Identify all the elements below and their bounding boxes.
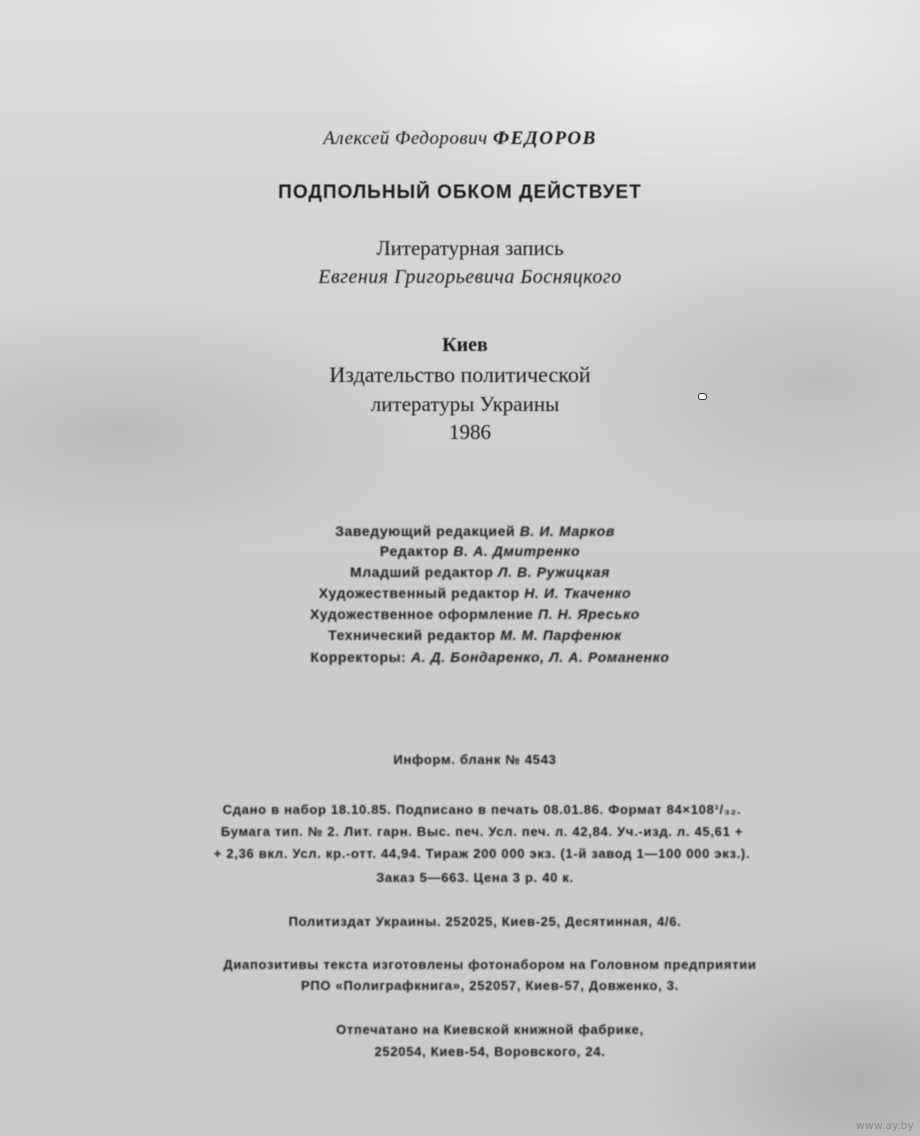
staff-name: В. А. Дмитренко	[453, 543, 581, 559]
staff-line	[15, 523, 920, 539]
watermark: www.ay.by	[855, 1119, 914, 1132]
publisher-name-line2: литературы Украины	[370, 392, 560, 416]
book-title: ПОДПОЛЬНЫЙ ОБКОМ ДЕЙСТВУЕТ	[278, 182, 642, 203]
imprint-line: Сдано в набор 18.10.85. Подписано в печать 08.01.86. Формат 84×108¹/₃₂.	[222, 802, 742, 817]
staff-line	[20, 543, 920, 559]
author-given-names: Алексей Федорович	[323, 128, 488, 149]
staff-line	[15, 585, 920, 601]
imprint-line: Бумага тип. № 2. Лит. гарн. Выс. печ. Усл. печ. л. 42,84. Уч.-изд. л. 45,61 +	[220, 824, 744, 839]
staff-name: Н. И. Ткаченко	[524, 585, 632, 601]
staff-name: А. Д. Бондаренко, Л. А. Романенко	[410, 649, 670, 665]
printer-line: 252054, Киев-54, Воровского, 24.	[374, 1044, 606, 1059]
publisher-name-line1: Издательство политической	[329, 362, 591, 387]
staff-role: Художественное оформление	[310, 606, 534, 622]
staff-name: Л. В. Ружицкая	[497, 564, 611, 580]
staff-name: П. Н. Яресько	[537, 606, 640, 622]
staff-line	[20, 564, 920, 580]
staff-role: Заведующий редакцией	[335, 523, 516, 539]
typesetting-line: РПО «Полиграфкнига», 252057, Киев-57, Довженко, 3.	[300, 978, 679, 993]
staff-role: Корректоры:	[310, 649, 407, 665]
staff-name: В. И. Марков	[519, 523, 615, 539]
literary-record-label: Литературная запись	[376, 236, 564, 260]
literary-record-name: Евгения Григорьевича Босняцкого	[318, 266, 622, 288]
publication-year: 1986	[449, 420, 491, 444]
typesetting-line: Диапозитивы текста изготовлены фотонабором на Головном предприятии	[223, 957, 757, 972]
staff-line	[15, 606, 920, 622]
staff-name: М. М. Парфенюк	[500, 627, 622, 643]
staff-role: Младший редактор	[349, 564, 494, 580]
order-price: Заказ 5—663. Цена 3 р. 40 к.	[376, 870, 574, 885]
publisher-city: Киев	[442, 334, 488, 356]
dust-speck	[698, 393, 707, 400]
staff-role: Художественный редактор	[318, 585, 520, 601]
publisher-address: Политиздат Украины. 252025, Киев-25, Десятинная, 4/6.	[288, 914, 682, 929]
printer-line: Отпечатано на Киевской книжной фабрике,	[336, 1022, 644, 1037]
author-surname: ФЕДОРОВ	[492, 128, 597, 149]
imprint-line: + 2,36 вкл. Усл. кр.-отт. 44,94. Тираж 200 000 экз. (1-й завод 1—100 000 экз.).	[213, 846, 751, 861]
staff-role: Редактор	[379, 543, 449, 559]
staff-line	[30, 649, 920, 665]
author-line	[0, 128, 920, 150]
staff-line	[15, 627, 920, 643]
staff-role: Технический редактор	[328, 627, 496, 643]
inform-blank: Информ. бланк № 4543	[393, 752, 557, 767]
